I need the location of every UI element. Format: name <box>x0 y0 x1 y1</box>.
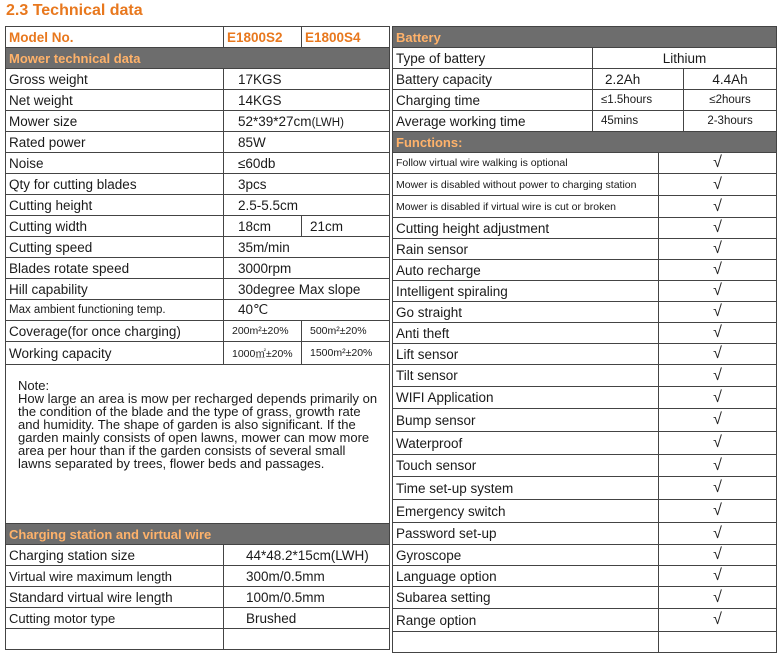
empty-cell <box>393 632 659 653</box>
function-label: Follow virtual wire walking is optional <box>393 153 659 174</box>
check-icon: √ <box>659 523 777 545</box>
function-label: Mower is disabled if virtual wire is cut or broken <box>393 196 659 218</box>
check-icon: √ <box>659 153 777 174</box>
battery-value-s4: ≤2hours <box>684 90 777 111</box>
mower-section-header: Mower technical data <box>6 48 390 69</box>
spec-label: Cutting width <box>6 216 224 237</box>
battery-value-s4: 2-3hours <box>684 111 777 132</box>
battery-label: Average working time <box>393 111 593 132</box>
check-icon: √ <box>659 566 777 587</box>
spec-label: Hill capability <box>6 279 224 300</box>
check-icon: √ <box>659 281 777 302</box>
function-label: Subarea setting <box>393 587 659 609</box>
spec-label: Blades rotate speed <box>6 258 224 279</box>
spec-value: ≤60db <box>224 153 390 174</box>
station-label: Charging station size <box>6 545 224 566</box>
function-label: Tilt sensor <box>393 365 659 387</box>
spec-value: 40℃ <box>224 300 390 321</box>
function-label: Bump sensor <box>393 409 659 432</box>
functions-section-header: Functions: <box>393 132 777 153</box>
spec-value: 30degree Max slope <box>224 279 390 300</box>
spec-label: Rated power <box>6 132 224 153</box>
check-icon: √ <box>659 344 777 365</box>
spec-value: 3pcs <box>224 174 390 195</box>
station-value: 44*48.2*15cm(LWH) <box>224 545 390 566</box>
spec-label: Noise <box>6 153 224 174</box>
mower-spec-table <box>5 26 390 650</box>
check-icon: √ <box>659 323 777 344</box>
battery-value-s2: 2.2Ah <box>593 69 684 90</box>
function-label: Range option <box>393 609 659 632</box>
check-icon: √ <box>659 609 777 632</box>
spec-value-s2: 1000㎡±20% <box>224 342 302 365</box>
spec-label: Qty for cutting blades <box>6 174 224 195</box>
spec-value: 35m/min <box>224 237 390 258</box>
battery-label: Battery capacity <box>393 69 593 90</box>
battery-label: Type of battery <box>393 48 593 69</box>
function-label: Password set-up <box>393 523 659 545</box>
check-icon: √ <box>659 409 777 432</box>
spec-value: 85W <box>224 132 390 153</box>
function-label: Go straight <box>393 302 659 323</box>
spec-value-s4: 21cm <box>302 216 390 237</box>
battery-value-s4: 4.4Ah <box>684 69 777 90</box>
battery-label: Charging time <box>393 90 593 111</box>
spec-value-s4: 500m²±20% <box>302 321 390 342</box>
spec-label: Coverage(for once charging) <box>6 321 224 342</box>
station-section-header: Charging station and virtual wire <box>6 524 390 545</box>
note-box <box>6 365 390 524</box>
function-label: Auto recharge <box>393 260 659 281</box>
spec-label: Gross weight <box>6 69 224 90</box>
function-label: Gyroscope <box>393 545 659 566</box>
spec-value: 2.5-5.5cm <box>224 195 390 216</box>
spec-value-s4: 1500m²±20% <box>302 342 390 365</box>
empty-cell <box>659 632 777 653</box>
empty-cell <box>6 629 224 650</box>
function-label: Intelligent spiraling <box>393 281 659 302</box>
check-icon: √ <box>659 302 777 323</box>
spec-value-s2: 18cm <box>224 216 302 237</box>
function-label: Cutting height adjustment <box>393 218 659 239</box>
spec-label: Working capacity <box>6 342 224 365</box>
function-label: Rain sensor <box>393 239 659 260</box>
check-icon: √ <box>659 477 777 500</box>
function-label: Mower is disabled without power to charging station <box>393 174 659 196</box>
check-icon: √ <box>659 587 777 609</box>
spec-label: Max ambient functioning temp. <box>6 300 224 321</box>
battery-value-s2: ≤1.5hours <box>593 90 684 111</box>
spec-value: 52*39*27cm(LWH) <box>224 111 390 132</box>
battery-section-header: Battery <box>393 27 777 48</box>
spec-value: 14KGS <box>224 90 390 111</box>
model-e1800s2: E1800S2 <box>224 27 302 48</box>
function-label: Touch sensor <box>393 455 659 477</box>
function-label: WIFI Application <box>393 387 659 409</box>
station-label: Cutting motor type <box>6 608 224 629</box>
note-title: Note: <box>18 378 50 393</box>
station-value: Brushed <box>224 608 390 629</box>
battery-functions-table <box>392 26 777 653</box>
spec-value: 3000rpm <box>224 258 390 279</box>
check-icon: √ <box>659 432 777 455</box>
station-value: 100m/0.5mm <box>224 587 390 608</box>
note-text: How large an area is mow per recharged depends primarily on the condition of the blade and the type of grass, growth rate and humidity. The shape of garden is also significant. If the garden mainly consists of open lawns, mower can mow more area per hour than if the garden consists of several small lawns separated by trees, flower beds and passages. <box>18 391 378 471</box>
function-label: Waterproof <box>393 432 659 455</box>
check-icon: √ <box>659 545 777 566</box>
empty-cell <box>224 629 390 650</box>
model-e1800s4: E1800S4 <box>302 27 390 48</box>
function-label: Lift sensor <box>393 344 659 365</box>
spec-label: Mower size <box>6 111 224 132</box>
spec-label: Net weight <box>6 90 224 111</box>
section-title: 2.3 Technical data <box>6 2 143 19</box>
check-icon: √ <box>659 387 777 409</box>
model-no-header: Model No. <box>6 27 224 48</box>
battery-value: Lithium <box>593 48 777 69</box>
function-label: Time set-up system <box>393 477 659 500</box>
spec-value: 17KGS <box>224 69 390 90</box>
check-icon: √ <box>659 260 777 281</box>
check-icon: √ <box>659 196 777 218</box>
station-label: Standard virtual wire length <box>6 587 224 608</box>
spec-label: Cutting height <box>6 195 224 216</box>
battery-value-s2: 45mins <box>593 111 684 132</box>
station-label: Virtual wire maximum length <box>6 566 224 587</box>
function-label: Emergency switch <box>393 500 659 523</box>
function-label: Language option <box>393 566 659 587</box>
spec-value-s2: 200m²±20% <box>224 321 302 342</box>
check-icon: √ <box>659 239 777 260</box>
spec-label: Cutting speed <box>6 237 224 258</box>
check-icon: √ <box>659 365 777 387</box>
check-icon: √ <box>659 174 777 196</box>
check-icon: √ <box>659 455 777 477</box>
station-value: 300m/0.5mm <box>224 566 390 587</box>
function-label: Anti theft <box>393 323 659 344</box>
check-icon: √ <box>659 500 777 523</box>
check-icon: √ <box>659 218 777 239</box>
